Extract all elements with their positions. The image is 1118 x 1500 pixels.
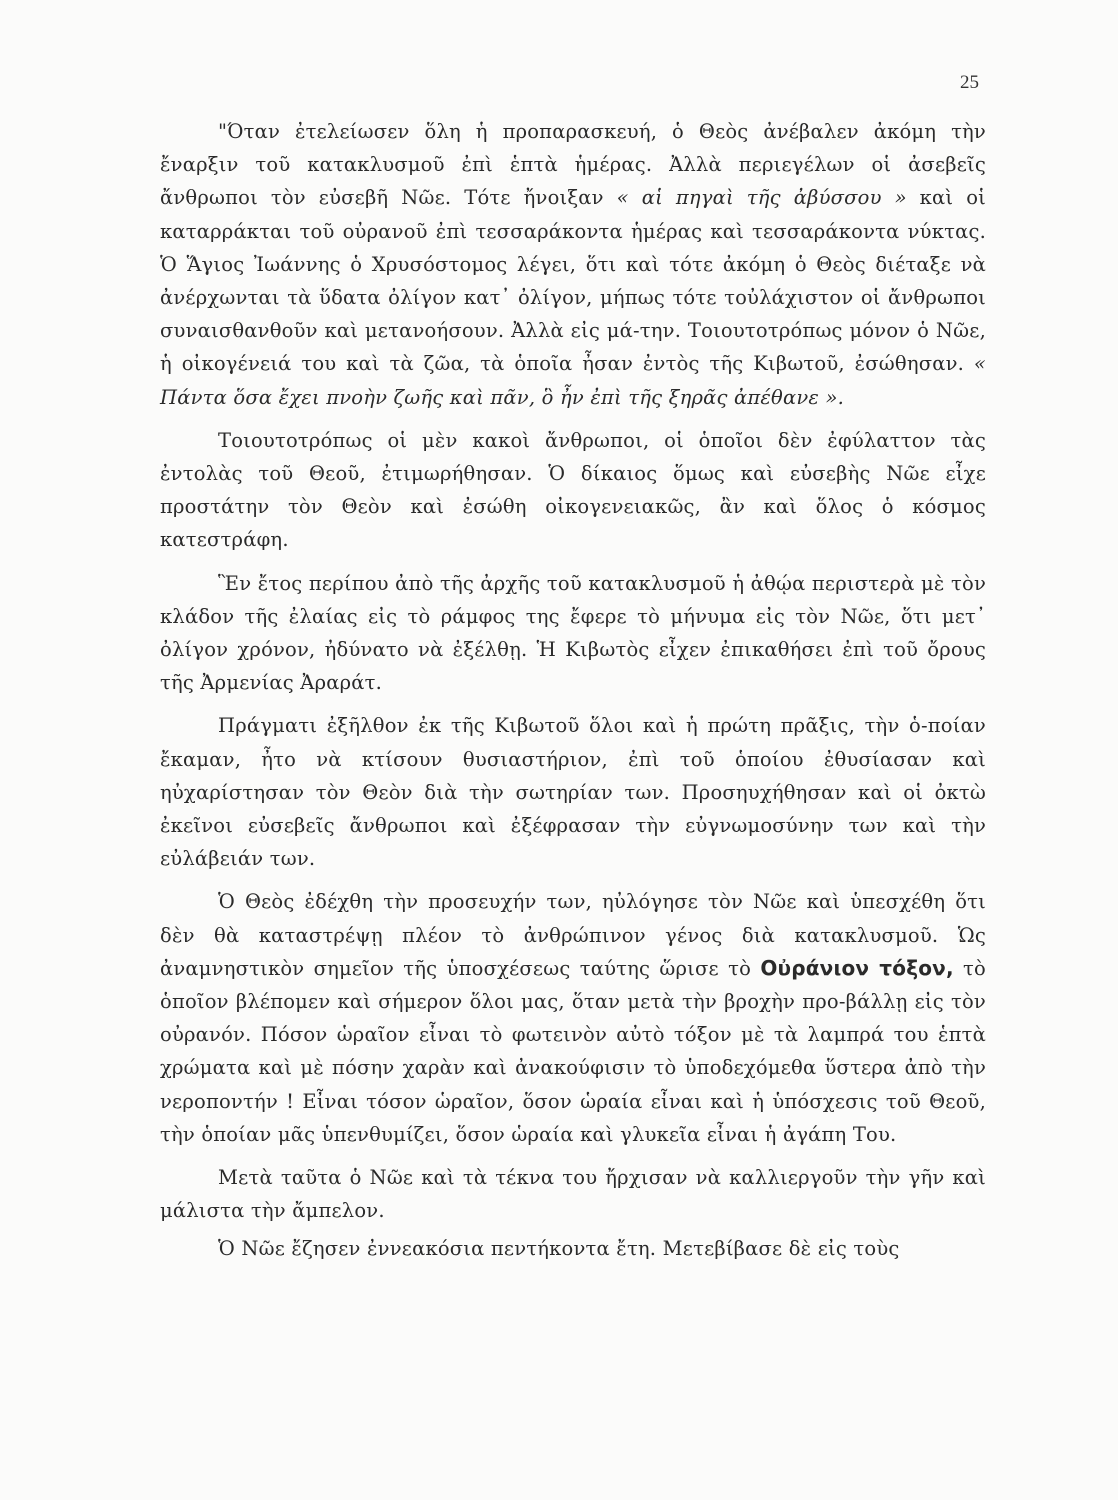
paragraph-cultivate-land — [160, 1161, 986, 1227]
text-segment: Ὁ Θεὸς ἐδέχθη τὴν προσευχήν των, ηὐλόγησε τὸν Νῶε καὶ ὑπεσχέθη ὅτι δὲν θὰ καταστρέψῃ πλέον τὸ ἀνθρώπινον γένος διὰ κατακλυσμοῦ. Ὡς ἀναμνηστικὸν σημεῖον τῆς ὑποσχέσεως ταύτης ὥρισε τὸ — [160, 890, 986, 980]
paragraph-altar-sacrifice — [160, 709, 986, 875]
paragraph-noah-lifespan — [160, 1232, 986, 1265]
body-text — [160, 115, 986, 1265]
paragraph-rainbow-covenant — [160, 885, 986, 1151]
text-segment: Πράγματι ἐξῆλθον ἐκ τῆς Κιβωτοῦ ὅλοι καὶ ἡ πρώτη πρᾶξις, τὴν ὁ-ποίαν ἔκαμαν, ἦτο νὰ κτίσουν θυσιαστήριον, ἐπὶ τοῦ ὁποίου ἐθυσίασαν καὶ ηὐχαρίστησαν τὸν Θεὸν διὰ τὴν σωτηρίαν των. Προσηυχήθησαν καὶ οἱ ὀκτὼ ἐκεῖνοι εὐσεβεῖς ἄνθρωποι καὶ ἐξέφρασαν τὴν εὐγνωμοσύνην των καὶ τὴν εὐλάβειάν των. — [160, 714, 986, 871]
text-segment: Ἓν ἔτος περίπου ἀπὸ τῆς ἀρχῆς τοῦ κατακλυσμοῦ ἡ ἀθῴα περιστερὰ μὲ τὸν κλάδον τῆς ἐλαίας εἰς τὸ ράμφος της ἔφερε τὸ μήνυμα εἰς τὸν Νῶε, ὅτι μετ᾽ ὀλίγον χρόνον, ἠδύνατο νὰ ἐξέλθῃ. Ἡ Κιβωτὸς εἶχεν ἐπικαθήσει ἐπὶ τοῦ ὄρους τῆς Ἀρμενίας Ἀραράτ. — [160, 571, 986, 695]
text-segment: Ὁ Νῶε ἔζησεν ἐννεακόσια πεντήκοντα ἔτη. Μετεβίβασε δὲ εἰς τοὺς — [218, 1236, 900, 1260]
quote-all-that-had-breath: « Πάντα ὅσα ἔχει πνοὴν ζωῆς καὶ πᾶν, ὃ ἦν ἐπὶ τῆς ξηρᾶς ἀπέθανε ». — [160, 352, 986, 409]
text-segment: Τοιουτοτρόπως οἱ μὲν κακοὶ ἄνθρωποι, οἱ ὁποῖοι δὲν ἐφύλαττον τὰς ἐντολὰς τοῦ Θεοῦ, ἐτιμωρήθησαν. Ὁ δίκαιος ὅμως καὶ εὐσεβὴς Νῶε εἶχε προστάτην τὸν Θεὸν καὶ ἐσώθη οἰκογενειακῶς, ἂν καὶ ὅλος ὁ κόσμος κατεστράφη. — [160, 428, 986, 552]
text-segment: τὸ ὁποῖον βλέπομεν καὶ σήμερον ὅλοι μας, ὅταν μετὰ τὴν βροχὴν προ-βάλλῃ εἰς τὸν οὐρανόν. Πόσον ὡραῖον εἶναι τὸ φωτεινὸν αὐτὸ τόξον μὲ τὰ λαμπρά του ἑπτὰ χρώματα καὶ μὲ πόσην χαρὰν καὶ ἀνακούφισιν τὸ ὑποδεχόμεθα ὕστερα ἀπὸ τὴν νεροποντήν ! Εἶναι τόσον ὡραῖον, ὅσον ὡραία εἶναι καὶ ἡ ὑπόσχεσις τοῦ Θεοῦ, τὴν ὁποίαν μᾶς ὑπενθυμίζει, ὅσον ὡραία καὶ γλυκεῖα εἶναι ἡ ἀγάπη Του. — [160, 956, 986, 1146]
paragraph-dove-olive-branch — [160, 567, 986, 700]
page-number: 25 — [960, 72, 979, 93]
text-segment: καὶ οἱ καταρράκται τοῦ οὐρανοῦ ἐπὶ τεσσαράκοντα ἡμέρας καὶ τεσσαράκοντα νύκτας. Ὁ Ἅγιος Ἰωάννης ὁ Χρυσόστομος λέγει, ὅτι καὶ τότε ἀκόμη ὁ Θεὸς διέταξε νὰ ἀνέρχωνται τὰ ὕδατα ὀλίγον κατ᾽ ὀλίγον, μήπως τότε τοὐλάχιστον οἱ ἄνθρωποι συναισθανθοῦν καὶ μετανοήσουν. Ἀλλὰ εἰς μά-την. Τοιουτοτρόπως μόνον ὁ Νῶε, ἡ οἰκογένειά του καὶ τὰ ζῶα, τὰ ὁποῖα ἦσαν ἐντὸς τῆς Κιβωτοῦ, ἐσώθησαν. — [160, 186, 987, 376]
quote-fountains-of-deep: « αἱ πηγαὶ τῆς ἀβύσσου » — [616, 186, 907, 210]
text-segment: "Όταν ἐτελείωσεν ὅλη ἡ προπαρασκευή, ὁ Θεὸς ἀνέβαλεν ἀκόμη τὴν ἔναρξιν τοῦ κατακλυσμοῦ ἐπὶ ἑπτὰ ἡμέρας. Ἀλλὰ περιεγέλων οἱ ἀσεβεῖς ἄνθρωποι τὸν εὐσεβῆ Νῶε. Τότε ἤνοιξαν — [160, 120, 986, 210]
bold-term-rainbow: Οὐράνιον τόξον, — [760, 955, 954, 980]
paragraph-flood-begins — [160, 115, 986, 414]
text-segment: Μετὰ ταῦτα ὁ Νῶε καὶ τὰ τέκνα του ἤρχισαν νὰ καλλιεργοῦν τὴν γῆν καὶ μάλιστα τὴν ἄμπελον. — [160, 1166, 986, 1223]
paragraph-wicked-punished — [160, 424, 986, 557]
